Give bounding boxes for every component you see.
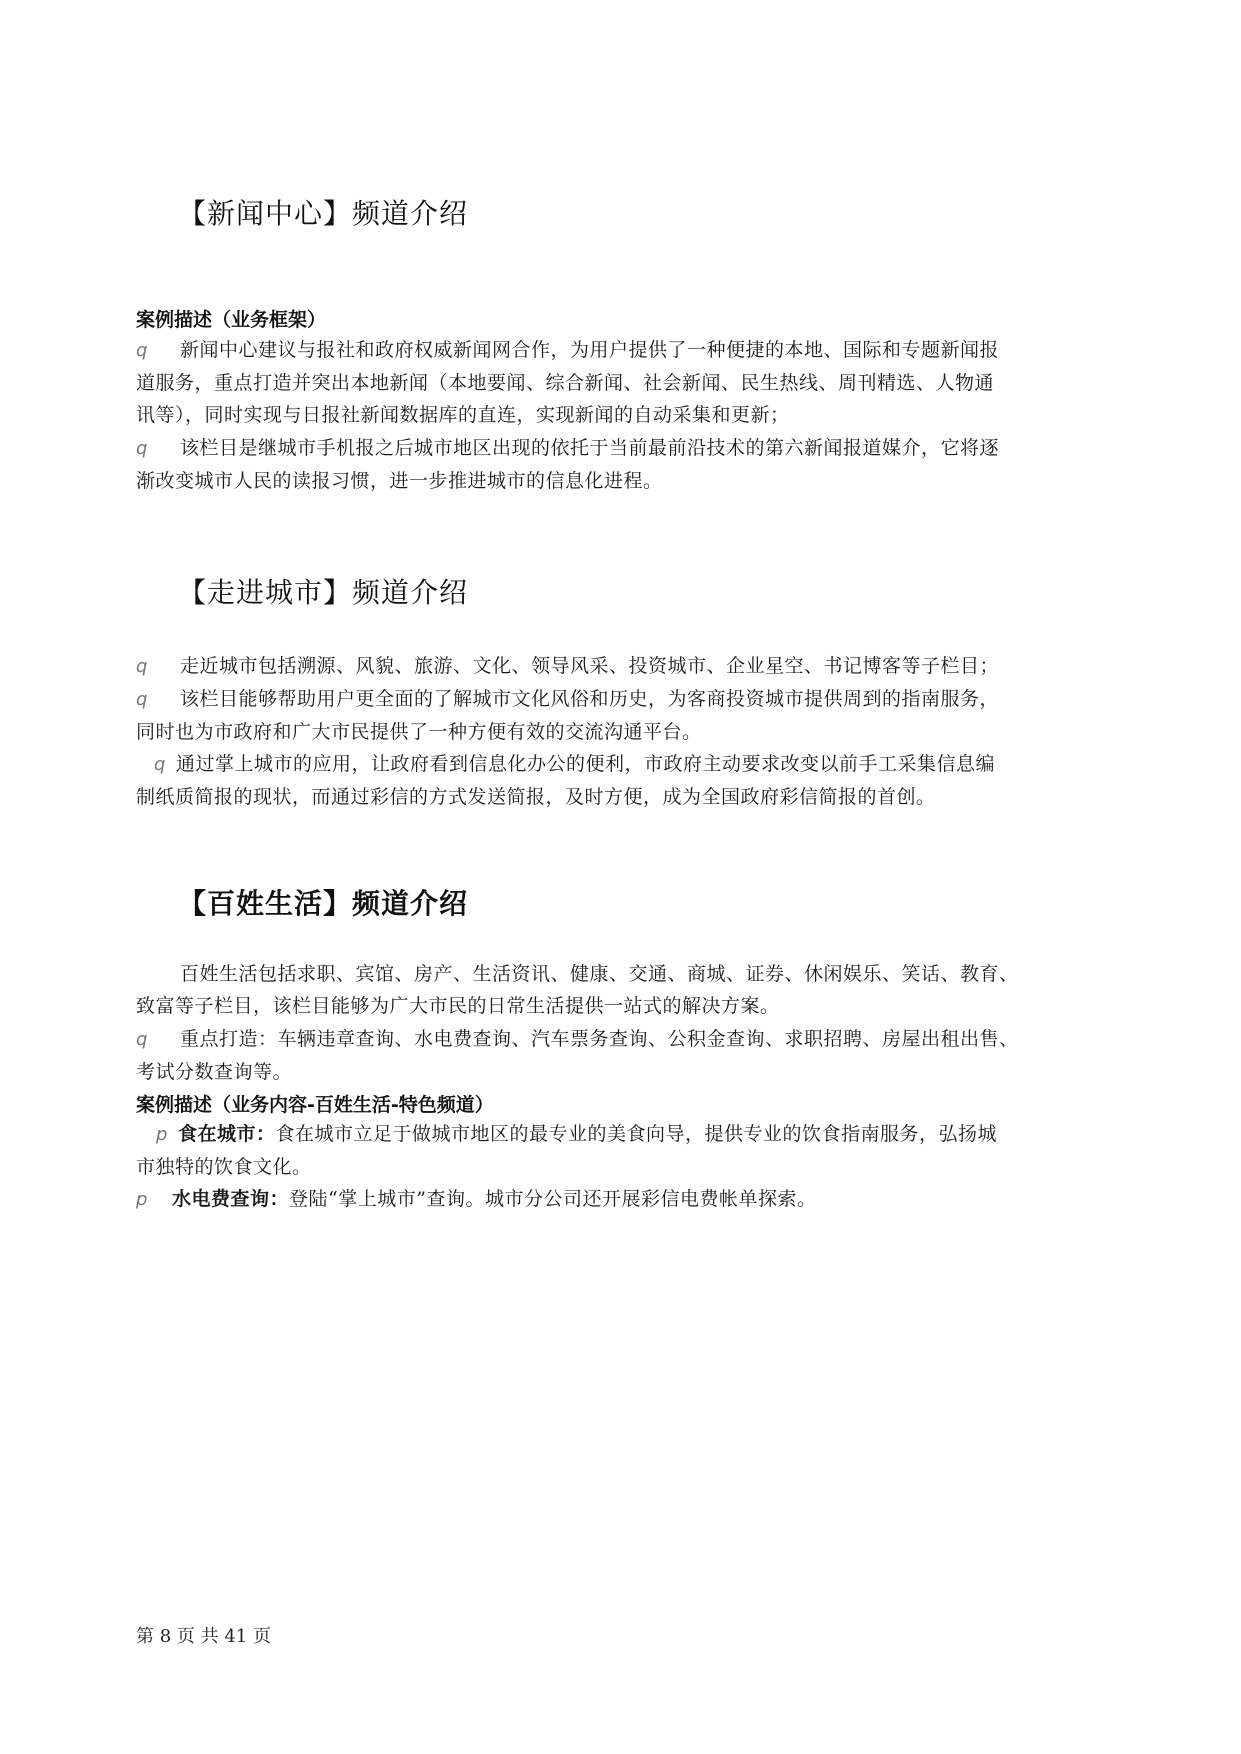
section-heading-news-center: 【新闻中心】频道介绍 bbox=[178, 197, 469, 230]
paragraph-line: p 水电费查询：登陆“掌上城市”查询。城市分公司还开展彩信电费帐单探索。 bbox=[136, 1183, 1106, 1216]
paragraph-line: q 走近城市包括溯源、风貌、旅游、文化、领导风采、投资城市、企业星空、书记博客等子栏目； bbox=[136, 650, 1106, 683]
section-heading-daily-life: 【百姓生活】频道介绍 bbox=[178, 887, 469, 920]
paragraph-line: 讯等），同时实现与日报社新闻数据库的直连，实现新闻的自动采集和更新； bbox=[136, 404, 790, 426]
bullet-q-icon: q bbox=[136, 438, 148, 459]
paragraph-line: 市独特的饮食文化。 bbox=[136, 1156, 312, 1178]
bullet-q-icon: q bbox=[136, 689, 148, 710]
section-heading-enter-city: 【走进城市】频道介绍 bbox=[178, 576, 469, 609]
bullet-p-icon: p bbox=[156, 1124, 168, 1145]
news-center-paragraph-2 bbox=[136, 432, 1106, 497]
food-in-city-term: 食在城市： bbox=[178, 1123, 276, 1145]
paragraph-line: q 通过掌上城市的应用，让政府看到信息化办公的便利，市政府主动要求改变以前手工采集信息编 bbox=[136, 748, 1106, 781]
case-description-heading: 案例描述（业务框架） bbox=[136, 309, 327, 331]
utility-bill-query-item bbox=[136, 1183, 1106, 1216]
paragraph-line: 同时也为市政府和广大市民提供了一种方便有效的交流沟通平台。 bbox=[136, 721, 702, 743]
news-center-paragraph-1 bbox=[136, 334, 1106, 431]
daily-life-paragraph-2 bbox=[136, 1023, 1106, 1088]
bullet-q-icon: q bbox=[136, 340, 148, 361]
bullet-q-icon: q bbox=[154, 754, 166, 775]
paragraph-line: q 重点打造：车辆违章查询、水电费查询、汽车票务查询、公积金查询、求职招聘、房屋出租出售、 bbox=[136, 1023, 1106, 1056]
bullet-q-icon: q bbox=[136, 1029, 148, 1050]
paragraph-line: q 该栏目能够帮助用户更全面的了解城市文化风俗和历史，为客商投资城市提供周到的指南服务， bbox=[136, 683, 1106, 716]
enter-city-paragraph-2 bbox=[136, 683, 1106, 748]
bullet-q-icon: q bbox=[136, 656, 148, 677]
paragraph-line: p 食在城市：食在城市立足于做城市地区的最专业的美食向导，提供专业的饮食指南服务，弘扬城 bbox=[136, 1118, 1106, 1151]
food-in-city-item bbox=[136, 1118, 1106, 1183]
enter-city-paragraph-3 bbox=[136, 748, 1106, 813]
paragraph-line: 致富等子栏目，该栏目能够为广大市民的日常生活提供一站式的解决方案。 bbox=[136, 995, 780, 1017]
paragraph-line: 渐改变城市人民的读报习惯，进一步推进城市的信息化进程。 bbox=[136, 470, 663, 492]
utility-bill-query-term: 水电费查询： bbox=[172, 1188, 290, 1210]
paragraph-line: 道服务，重点打造并突出本地新闻（本地要闻、综合新闻、社会新闻、民生热线、周刊精选、人物通 bbox=[136, 372, 995, 394]
bullet-p-icon: p bbox=[136, 1189, 148, 1210]
page-number-footer: 第 8 页 共 41 页 bbox=[136, 1626, 271, 1647]
paragraph-line: 百姓生活包括求职、宾馆、房产、生活资讯、健康、交通、商城、证券、休闲娱乐、笑话、教育、 bbox=[180, 963, 1019, 985]
paragraph-line: q 该栏目是继城市手机报之后城市地区出现的依托于当前最前沿技术的第六新闻报道媒介，它将逐 bbox=[136, 432, 1106, 465]
case-description-heading-2: 案例描述（业务内容-百姓生活-特色频道） bbox=[136, 1094, 494, 1116]
paragraph-line: 考试分数查询等。 bbox=[136, 1061, 293, 1083]
paragraph-line: 制纸质简报的现状，而通过彩信的方式发送简报，及时方便，成为全国政府彩信简报的首创。 bbox=[136, 786, 936, 808]
daily-life-paragraph-1 bbox=[136, 958, 1106, 1022]
paragraph-line: q 新闻中心建议与报社和政府权威新闻网合作，为用户提供了一种便捷的本地、国际和专题新闻报 bbox=[136, 334, 1106, 367]
enter-city-paragraph-1 bbox=[136, 650, 1106, 683]
